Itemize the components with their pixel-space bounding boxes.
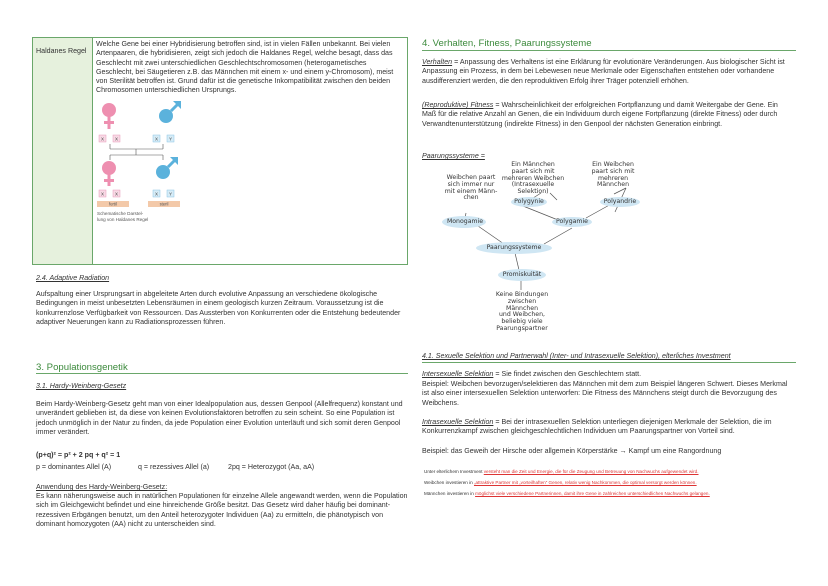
adaptive-title: 2.4. Adaptive Radiation (36, 274, 110, 282)
chromosomes-bottom (99, 190, 174, 197)
male-symbol-bottom-icon (156, 157, 178, 179)
inter-example: Beispiel: Weibchen bevorzugen/selektieren das Männchen mit dem zum Beispiel längeren Schwert. Dieses Merkmal ist also einer intersexuellen Selektion unterworfen: Die Fitness des Männchens steigt durch die Bevorzugung des Weibchens. (422, 380, 788, 407)
steril-label: steril (159, 201, 169, 207)
note-monogamie: Weibchen paart sich immer nur mit einem Männ- chen (444, 174, 498, 202)
selection-divider (422, 362, 796, 363)
inv1-text: versteht man die Zeit und Energie, die für die Zeugung und Betreuung von Nachwuchs aufgewendet wird. (483, 469, 699, 474)
monogamie-node: Monogamie (446, 218, 484, 225)
hw-formula: (p+q)² = p² + 2 pq + q² = 1 (36, 451, 121, 459)
note-promiskuitaet: Keine Bindungen zwischen Männchen und Weibchen, beliebig viele Paarungspartner (495, 291, 549, 332)
investment-line-3 (424, 491, 796, 497)
p-definition: p = dominantes Allel (A) (36, 463, 112, 471)
use-title: Anwendung des Hardy-Weinberg-Gesetz: (36, 483, 168, 491)
fertil-label: fertil (109, 201, 117, 207)
haldane-table (32, 37, 408, 265)
cross-lines-icon (110, 144, 163, 160)
behavior-divider (422, 50, 796, 51)
haldane-content-cell (93, 38, 408, 265)
verhalten-label: Verhalten (422, 58, 453, 66)
fitness-block (422, 101, 794, 129)
verhalten-block (422, 58, 794, 86)
chrom-bot-m1: X (154, 191, 159, 197)
inter-text: = Sie findet zwischen den Geschlechtern statt. (495, 370, 642, 378)
behavior-title: 4. Verhalten, Fitness, Paarungssysteme (422, 38, 592, 49)
intra-block (422, 418, 796, 437)
polygamie-node: Polygamie (556, 218, 588, 225)
polygynie-node: Polygynie (514, 198, 544, 205)
popgen-divider (36, 373, 408, 374)
haldane-label: Haldanes Regel (36, 47, 87, 55)
polyandrie-node: Polyandrie (603, 198, 637, 205)
inv3-text: möglichst viele verschiedene Partnerinnen, damit ihre Gene in zahlreichen unterschiedlichen Nachwuchs gelangen. (475, 491, 710, 496)
haldane-label-cell (33, 38, 93, 265)
pq-definition: 2pq = Heterozygot (Aa, aA) (228, 463, 315, 471)
inter-block (422, 370, 796, 379)
haldane-table-wrap (32, 37, 408, 265)
inv2-label: Weibchen investieren in (424, 480, 473, 485)
inv1-label: Unter elterlichem Investment (424, 469, 483, 474)
female-symbol-icon (102, 103, 116, 129)
intra-label: Intrasexuelle Selektion (422, 418, 494, 426)
use-text: Es kann näherungsweise auch in natürlichen Populationen für einzelne Allele angewandt werden, wenn die Population sich im Gleichgewicht befindet und eine hinreichende Größe besitzt. Das Gesetz wird daher häufig bei dominant-rezessiven Erbgängen benutzt, um den Anteil heterozygoter Individuen (Aa) zu ermitteln, die phänotypisch von dominant homozygoten (AA) nicht zu unterscheiden sind. (36, 492, 408, 528)
selection-title: 4.1. Sexuelle Selektion und Partnerwahl (Inter- und Intrasexuelle Selektion), elterliches Investment (422, 352, 731, 360)
paarungssysteme-node: Paarungssysteme (486, 244, 542, 251)
haldane-figure (96, 98, 206, 228)
chrom-top-f1: X (100, 136, 105, 142)
chromosomes-top (99, 135, 174, 142)
note-polygynie: Ein Männchen paart sich mit mehreren Weibchen (Intrasexuelle Selektion) (501, 161, 565, 196)
note-polyandrie: Ein Weibchen paart sich mit mehreren Männchen (591, 161, 635, 189)
q-definition: q = rezessives Allel (a) (138, 463, 210, 471)
figure-caption-2: lung von Haldanes Regel (97, 216, 149, 222)
popgen-title: 3. Populationsgenetik (36, 362, 128, 373)
male-symbol-icon (159, 101, 181, 123)
investment-line-1 (424, 469, 796, 475)
inter-label: Intersexuelle Selektion (422, 370, 494, 378)
intra-example: Beispiel: das Geweih der Hirsche oder allgemein Körperstärke → Kampf um eine Rangordnung (422, 447, 722, 455)
figure-caption-1: Schematische Darstel- (97, 210, 144, 216)
chrom-top-m2: Y (168, 136, 173, 142)
chrom-bot-f2: X (114, 191, 119, 197)
investment-line-2 (424, 480, 796, 486)
inv3-label: Männchen investieren in (424, 491, 474, 496)
hw-title: 3.1. Hardy-Weinberg-Gesetz (36, 382, 127, 390)
intra-text: = Bei der intrasexuellen Selektion unterliegen diejenigen Merkmale der Selektion, die im Konkurrenzkampf zwischen gleichgeschlechtlichen Individuen um Paarungspartner von Vorteil sind. (422, 418, 772, 436)
chrom-bot-m2: Y (168, 191, 173, 197)
verhalten-text: = Anpassung des Verhaltens ist eine Erklärung für evolutionäre Veränderungen. Aus biologischer Sicht ist Anpassung ein Prozess, in dem bei Lebewesen neue Merkmale oder Eigenschaften entstehen oder vorhandene ausdifferenziert werden, die den reproduktiven Erfolg ihrer Träger potenziell erhöhen. (422, 58, 785, 85)
promiskuitaet-node: Promiskuität (502, 271, 542, 278)
chrom-bot-f1: X (100, 191, 105, 197)
paarung-label: Paarungssysteme = (422, 152, 485, 160)
adaptive-text: Aufspaltung einer Ursprungsart in abgeleitete Arten durch evolutive Anpassung an verschiedene ökologische Bedingungen in meist unbesetzten Lebensräumen in einem geologisch kurzen Zeitraum. Voraussetzung ist die konkurrenzlose Verfügbarkeit von Ressourcen. Das Aussterben von Konkurrenten oder die Entstehung bedeutender adaptiver Neuerungen kann zu Radiationsprozessen führen. (36, 290, 401, 326)
hw-text: Beim Hardy-Weinberg-Gesetz geht man von einer Idealpopulation aus, dessen Genpool (Allelfrequenz) konstant und unverändert geblieben ist, da diese von keinen Evolutionsfaktoren betroffen zu sein scheint. So eine Population ist jedoch unmöglich in der Natur zu finden, da jede Population einer Evolution unterläuft und sich somit deren Genpool immer verändert. (36, 400, 403, 436)
fitness-label: (Reproduktive) Fitness (422, 101, 494, 109)
chrom-top-f2: X (114, 136, 119, 142)
inv2-text: „attraktive Partner mit „vorteilhaften“ Genen, relativ wenig Nachkommen, die optimal versorgt werden können. (473, 480, 697, 485)
haldane-text: Welche Gene bei einer Hybridisierung betroffen sind, ist in vielen Fällen unbekannt. Bei vielen Artenpaaren, die hybridisieren, zeigt sich jedoch die Haldanes Regel, welche besagt, dass das Geschlecht mit zwei unterschiedlichen Geschlechtschromosomen (heterogametisches Geschlecht, bei Säugetieren z.B. das Männchen mit einem x- und einem y-Chromosom), meist von Sterilität betroffen ist. Grund dafür ist die genetische Inkompatibilität zwischen den beiden Chromosomen unterschiedlichen Ursprungs. (96, 40, 394, 95)
fitness-text: = Wahrscheinlichkeit der erfolgreichen Fortpflanzung und damit Weitergabe der Gene. Ein Maß für die relative Anzahl an Genen, die ein Individuum durch eigene Fortpflanzung (direkte Fitness) oder durch Verwandtenunterstützung (indirekte Fitness) in den Genpool der nächsten Generation einbringt. (422, 101, 778, 128)
chrom-top-m1: X (154, 136, 159, 142)
female-symbol-bottom-icon (102, 161, 116, 186)
